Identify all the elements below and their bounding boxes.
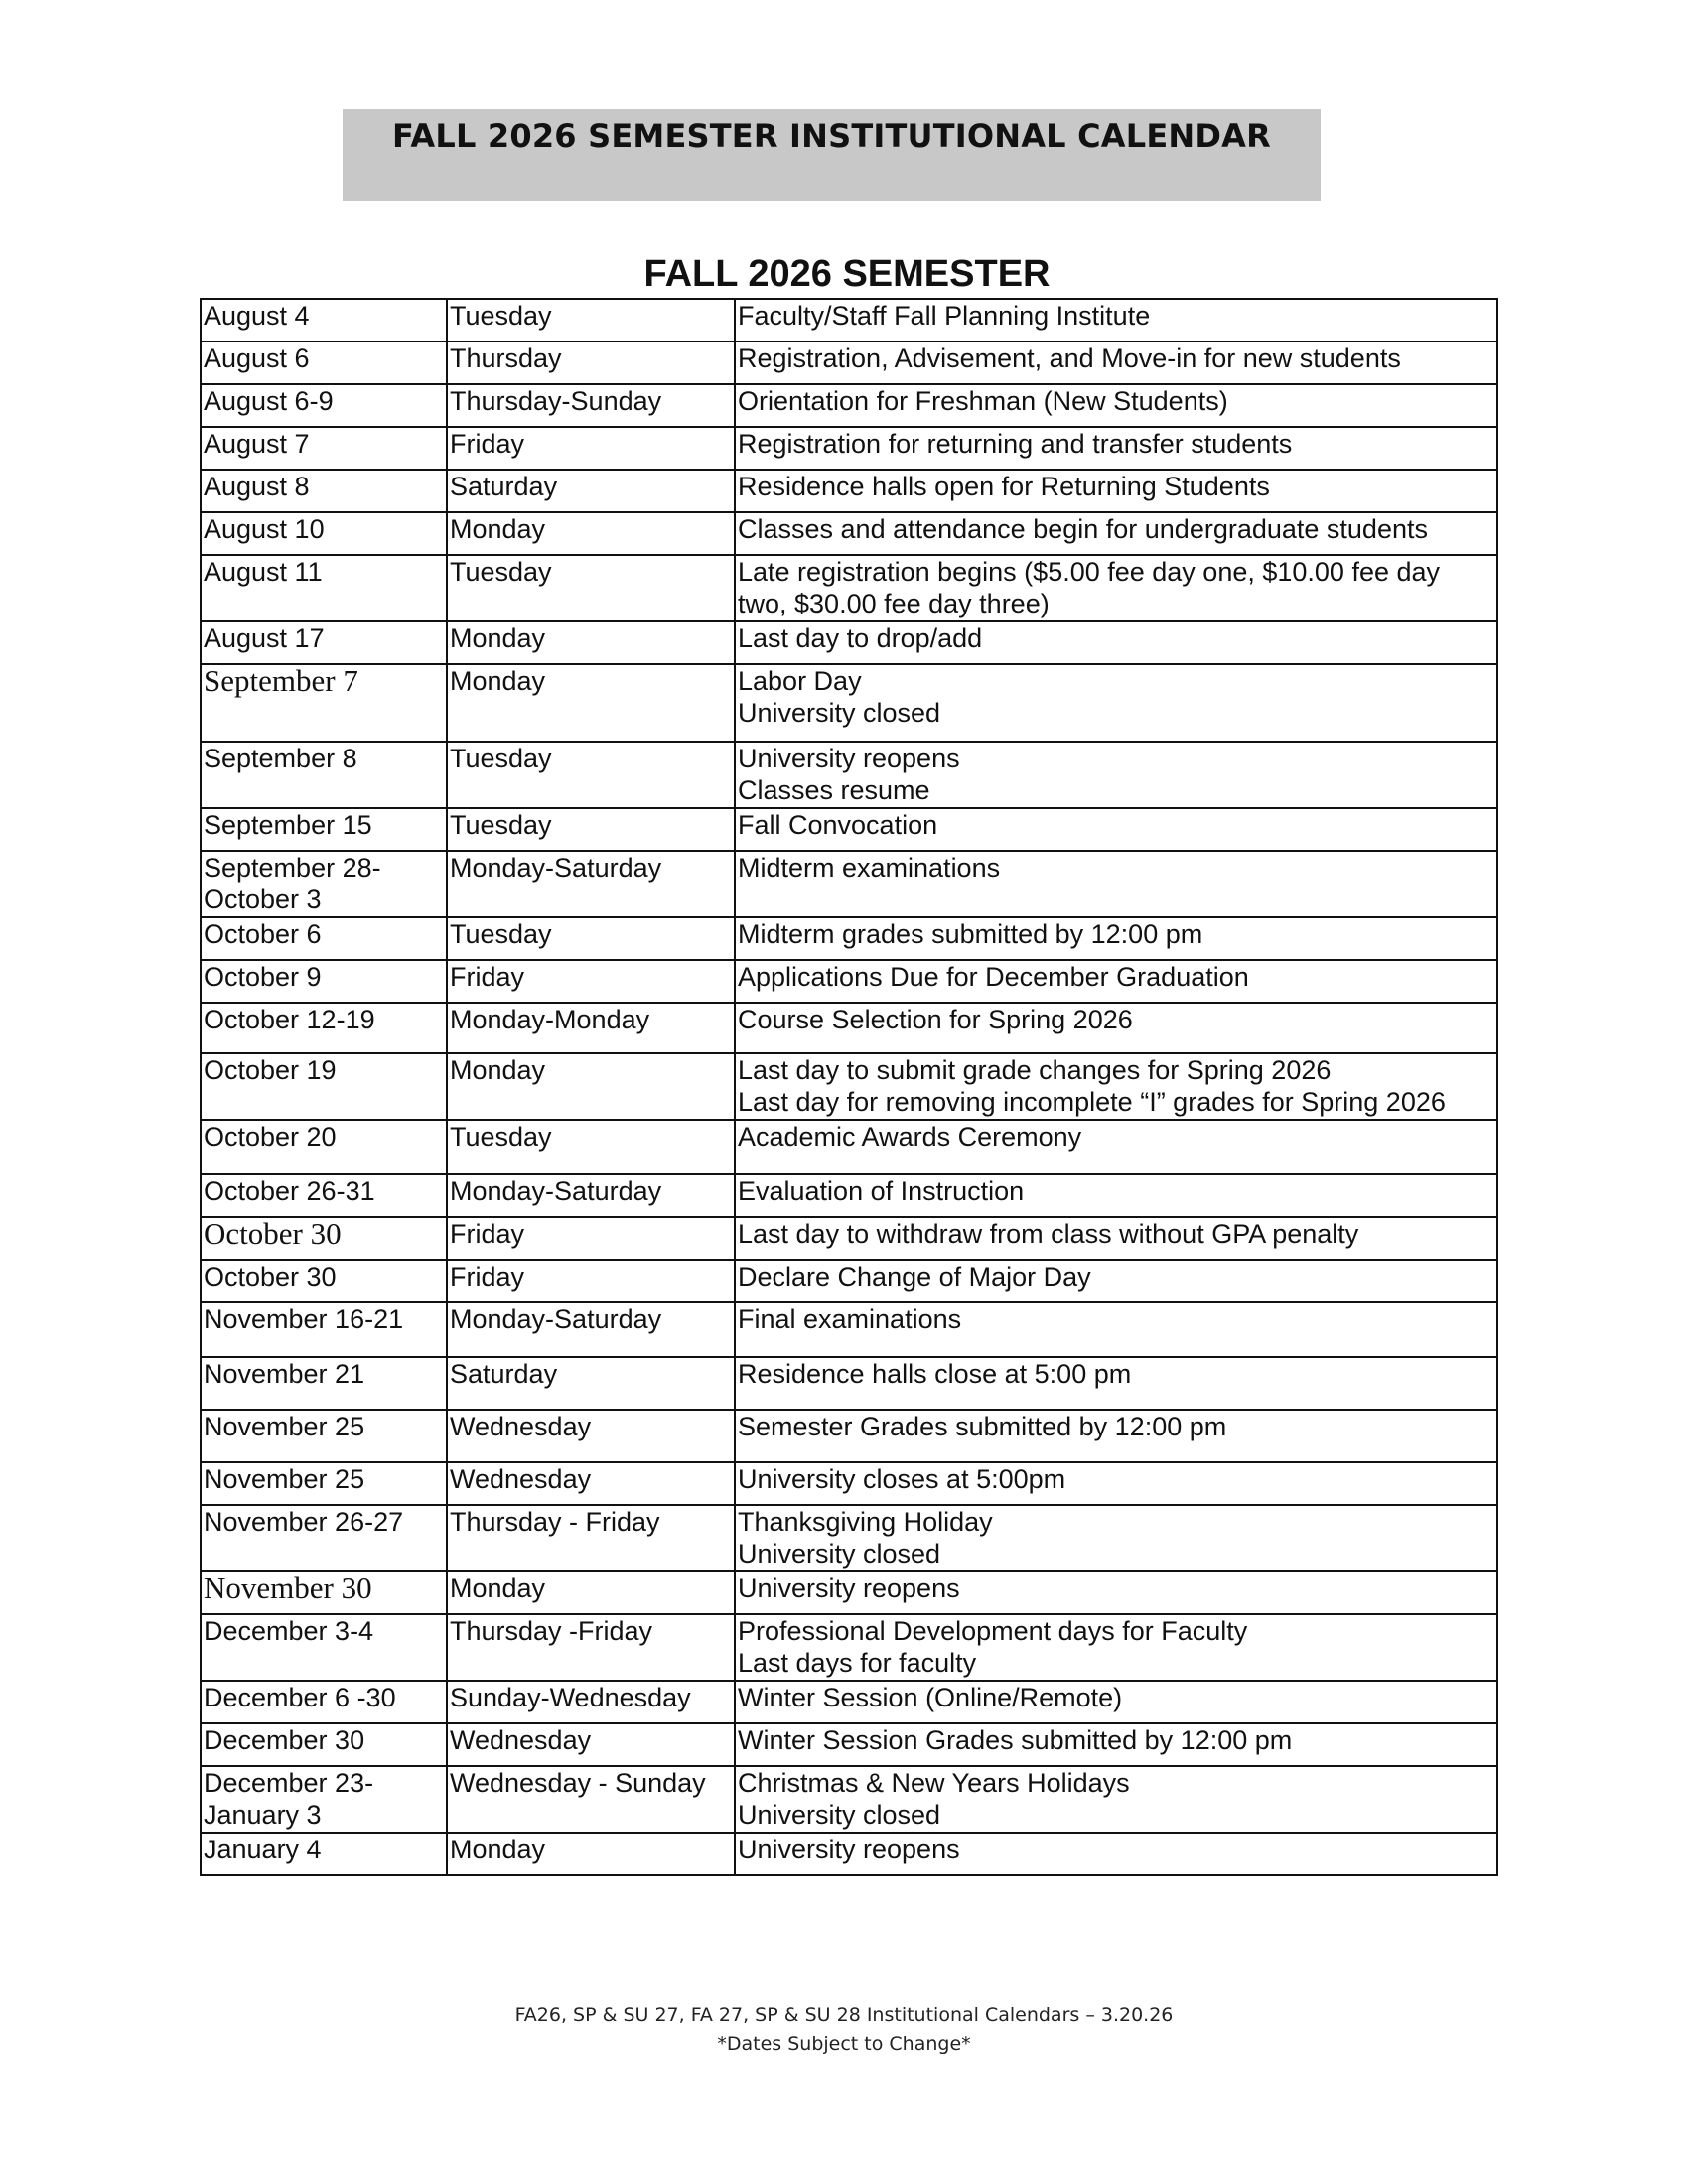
date-cell: August 10 [201, 512, 447, 555]
day-cell: Wednesday [447, 1410, 735, 1462]
day-cell: Thursday [447, 341, 735, 384]
event-cell: Late registration begins ($5.00 fee day one, $10.00 fee day two, $30.00 fee day three) [735, 555, 1497, 621]
day-cell: Tuesday [447, 555, 735, 621]
table-row [201, 808, 1497, 851]
date-cell: August 11 [201, 555, 447, 621]
date-cell: September 8 [201, 742, 447, 808]
footer [0, 2001, 1688, 2059]
table-row [201, 1462, 1497, 1505]
calendar-table [200, 298, 1498, 1876]
date-cell: October 20 [201, 1120, 447, 1174]
event-cell: Last day to withdraw from class without GPA penalty [735, 1217, 1497, 1260]
table-row [201, 664, 1497, 742]
event-cell: Residence halls open for Returning Students [735, 470, 1497, 512]
date-cell: November 25 [201, 1462, 447, 1505]
date-cell: September 7 [201, 664, 447, 742]
day-cell: Saturday [447, 470, 735, 512]
event-cell: Christmas & New Years Holidays University closed [735, 1766, 1497, 1833]
table-row [201, 1410, 1497, 1462]
event-cell: University reopens Classes resume [735, 742, 1497, 808]
day-cell: Friday [447, 1260, 735, 1302]
day-cell: Saturday [447, 1357, 735, 1410]
event-cell: Registration, Advisement, and Move-in for new students [735, 341, 1497, 384]
day-cell: Friday [447, 960, 735, 1003]
day-cell: Tuesday [447, 808, 735, 851]
header-banner [343, 109, 1321, 201]
date-cell: January 4 [201, 1833, 447, 1875]
event-cell: Semester Grades submitted by 12:00 pm [735, 1410, 1497, 1462]
event-cell: Thanksgiving Holiday University closed [735, 1505, 1497, 1571]
table-row [201, 1833, 1497, 1875]
event-cell: University closes at 5:00pm [735, 1462, 1497, 1505]
event-cell: Professional Development days for Faculty Last days for faculty [735, 1614, 1497, 1681]
date-cell: October 26-31 [201, 1174, 447, 1217]
day-cell: Monday [447, 1833, 735, 1875]
table-row [201, 1174, 1497, 1217]
footer-revision: FA26, SP & SU 27, FA 27, SP & SU 28 Institutional Calendars – 3.20.26 [514, 2004, 1174, 2026]
day-cell: Monday [447, 664, 735, 742]
event-cell: Last day to submit grade changes for Spring 2026 Last day for removing incomplete “I” grades for Spring 2026 [735, 1053, 1497, 1120]
table-row [201, 427, 1497, 470]
event-cell: Residence halls close at 5:00 pm [735, 1357, 1497, 1410]
event-cell: Faculty/Staff Fall Planning Institute [735, 299, 1497, 341]
event-cell: Evaluation of Instruction [735, 1174, 1497, 1217]
table-row [201, 960, 1497, 1003]
date-cell: October 12-19 [201, 1003, 447, 1053]
footer-disclaimer: *Dates Subject to Change* [717, 2033, 971, 2055]
table-row [201, 621, 1497, 664]
event-cell: Final examinations [735, 1302, 1497, 1357]
table-row [201, 299, 1497, 341]
table-row [201, 1723, 1497, 1766]
event-cell: Winter Session (Online/Remote) [735, 1681, 1497, 1723]
date-cell: October 9 [201, 960, 447, 1003]
event-cell: Applications Due for December Graduation [735, 960, 1497, 1003]
event-cell: Course Selection for Spring 2026 [735, 1003, 1497, 1053]
table-row [201, 1120, 1497, 1174]
day-cell: Wednesday [447, 1723, 735, 1766]
day-cell: Thursday-Sunday [447, 384, 735, 427]
event-cell: Classes and attendance begin for undergraduate students [735, 512, 1497, 555]
event-cell: University reopens [735, 1571, 1497, 1614]
table-row [201, 470, 1497, 512]
event-cell: Fall Convocation [735, 808, 1497, 851]
event-cell: Winter Session Grades submitted by 12:00 pm [735, 1723, 1497, 1766]
table-row [201, 1505, 1497, 1571]
event-cell: Orientation for Freshman (New Students) [735, 384, 1497, 427]
table-row [201, 1260, 1497, 1302]
table-row [201, 1003, 1497, 1053]
date-cell: November 30 [201, 1571, 447, 1614]
date-cell: September 28- October 3 [201, 851, 447, 917]
table-row [201, 1302, 1497, 1357]
table-row [201, 1614, 1497, 1681]
day-cell: Tuesday [447, 917, 735, 960]
date-cell: August 6-9 [201, 384, 447, 427]
table-row [201, 1217, 1497, 1260]
date-cell: October 30 [201, 1217, 447, 1260]
table-row [201, 555, 1497, 621]
event-cell: University reopens [735, 1833, 1497, 1875]
date-cell: November 25 [201, 1410, 447, 1462]
calendar-body [201, 299, 1497, 1875]
day-cell: Monday [447, 1053, 735, 1120]
date-cell: December 6 -30 [201, 1681, 447, 1723]
table-row [201, 1571, 1497, 1614]
date-cell: August 7 [201, 427, 447, 470]
date-cell: September 15 [201, 808, 447, 851]
day-cell: Tuesday [447, 299, 735, 341]
table-row [201, 1053, 1497, 1120]
event-cell: Midterm grades submitted by 12:00 pm [735, 917, 1497, 960]
table-row [201, 851, 1497, 917]
day-cell: Thursday -Friday [447, 1614, 735, 1681]
day-cell: Tuesday [447, 1120, 735, 1174]
table-row [201, 742, 1497, 808]
date-cell: August 6 [201, 341, 447, 384]
day-cell: Monday [447, 621, 735, 664]
event-cell: Labor Day University closed [735, 664, 1497, 742]
date-cell: October 19 [201, 1053, 447, 1120]
day-cell: Friday [447, 427, 735, 470]
page-title: FALL 2026 SEMESTER INSTITUTIONAL CALENDAR [392, 117, 1271, 155]
event-cell: Last day to drop/add [735, 621, 1497, 664]
table-row [201, 1681, 1497, 1723]
day-cell: Monday-Saturday [447, 1174, 735, 1217]
day-cell: Thursday - Friday [447, 1505, 735, 1571]
day-cell: Monday [447, 512, 735, 555]
table-row [201, 1357, 1497, 1410]
date-cell: December 30 [201, 1723, 447, 1766]
date-cell: November 16-21 [201, 1302, 447, 1357]
table-row [201, 341, 1497, 384]
day-cell: Wednesday [447, 1462, 735, 1505]
day-cell: Tuesday [447, 742, 735, 808]
event-cell: Declare Change of Major Day [735, 1260, 1497, 1302]
event-cell: Midterm examinations [735, 851, 1497, 917]
date-cell: October 6 [201, 917, 447, 960]
table-row [201, 384, 1497, 427]
day-cell: Friday [447, 1217, 735, 1260]
day-cell: Monday-Saturday [447, 1302, 735, 1357]
date-cell: November 21 [201, 1357, 447, 1410]
day-cell: Wednesday - Sunday [447, 1766, 735, 1833]
table-row [201, 1766, 1497, 1833]
day-cell: Monday-Monday [447, 1003, 735, 1053]
date-cell: December 23- January 3 [201, 1766, 447, 1833]
date-cell: August 8 [201, 470, 447, 512]
date-cell: December 3-4 [201, 1614, 447, 1681]
date-cell: August 4 [201, 299, 447, 341]
date-cell: October 30 [201, 1260, 447, 1302]
day-cell: Sunday-Wednesday [447, 1681, 735, 1723]
day-cell: Monday-Saturday [447, 851, 735, 917]
event-cell: Registration for returning and transfer students [735, 427, 1497, 470]
table-row [201, 512, 1497, 555]
section-title: FALL 2026 SEMESTER [643, 253, 1051, 295]
day-cell: Monday [447, 1571, 735, 1614]
date-cell: November 26-27 [201, 1505, 447, 1571]
event-cell: Academic Awards Ceremony [735, 1120, 1497, 1174]
table-row [201, 917, 1497, 960]
date-cell: August 17 [201, 621, 447, 664]
